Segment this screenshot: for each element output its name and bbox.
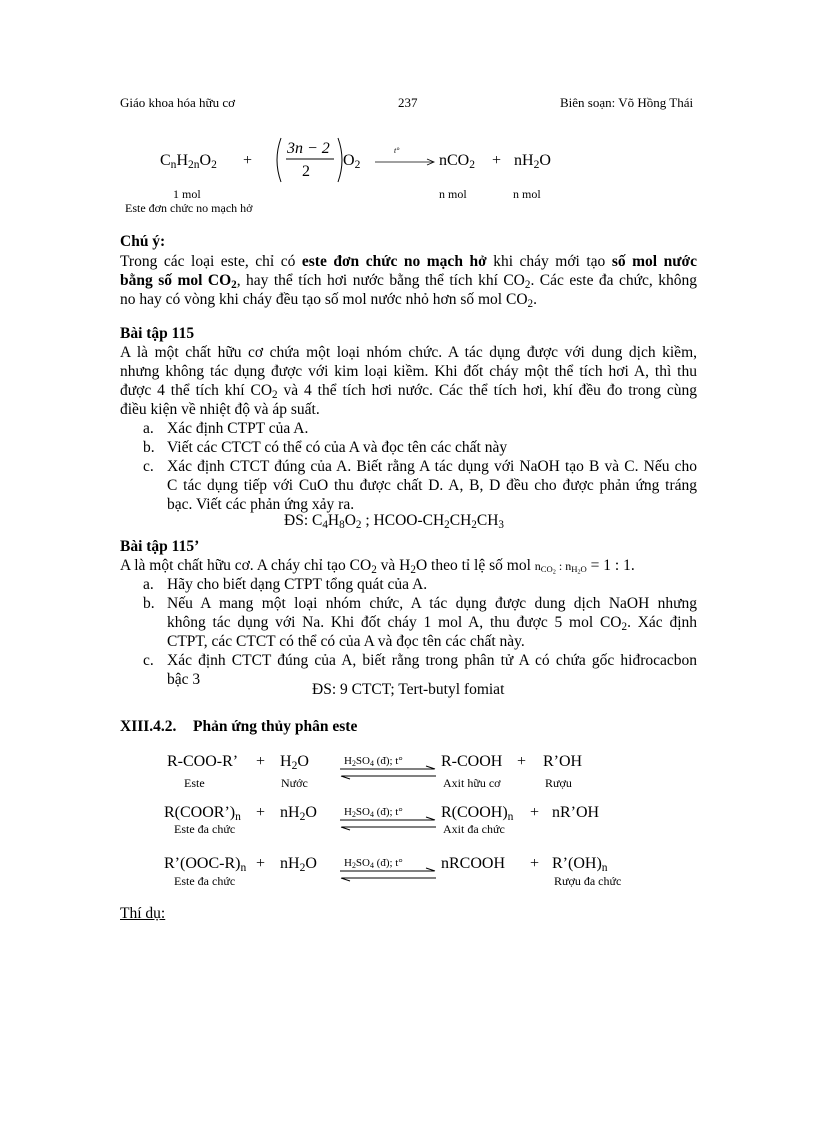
combustion-arrow (375, 157, 437, 167)
ex115-item-b (120, 438, 697, 457)
header-right: Biên soạn: Võ Hồng Thái (560, 95, 694, 110)
combustion-product-co2: nCO$_2$ (439, 152, 475, 171)
example-label: Thí dụ: (120, 905, 166, 922)
reaction-2-reactant-1: $R(COOR’)_n$ (164, 804, 241, 823)
list-marker: a. (143, 576, 154, 593)
combustion-o2: $O_2$ (343, 152, 361, 171)
page-number: 237 (398, 95, 418, 110)
list-marker: b. (143, 439, 155, 456)
reaction-3-label-4: Rượu đa chức (554, 874, 622, 888)
reaction-3-plus-1: + (256, 855, 266, 872)
reaction-1-plus-2: + (517, 753, 527, 770)
reaction-1-reactant-1: R-COO-R’ (167, 753, 239, 770)
list-item-text: Xác định CTCT đúng của A. Biết rằng A tác dụng với NaOH tạo B và C. Nếu cho (167, 458, 697, 475)
section-number: XIII.4.2. (120, 718, 177, 735)
reaction-3-plus-2: + (530, 855, 540, 872)
ex115b-title: Bài tập 115’ (120, 538, 200, 555)
list-item-text: Hãy cho biết dạng CTPT tổng quát của A. (167, 576, 428, 593)
reaction-3-label-1: Este đa chức (174, 874, 236, 888)
list-item-text: C tác dụng tiếp với CuO thu được chất D. A, B, D đều cho được phản ứng tráng (167, 477, 697, 494)
combustion-mol-2: n mol (439, 187, 467, 201)
section-title: Phản ứng thủy phân este (193, 718, 358, 735)
ex115b-line-1: A là một chất hữu cơ. A cháy chỉ tạo $CO_2$ và $H_2O$ theo tỉ lệ số mol $n_{CO_2}$ : $n_{H_2O} = 1$ : 1. (120, 557, 635, 576)
coefficient-denominator: 2 (302, 163, 310, 180)
reaction-1-label-1: Este (184, 776, 205, 790)
reaction-2-reactant-2: $nH_2O$ (280, 804, 317, 823)
ex115-line-4: điều kiện về nhiệt độ và áp suất. (120, 401, 320, 418)
list-item-text: Nếu A mang một loại nhóm chức, A tác dụng được dung dịch NaOH nhưng (167, 595, 697, 612)
reaction-1-label-4: Rượu (545, 776, 572, 790)
ex115b-paragraph (120, 556, 697, 575)
reaction-1-condition: $H_2SO_4$ (đ); t° (344, 755, 403, 768)
list-marker: a. (143, 420, 154, 437)
reaction-1-label-2: Nước (281, 776, 308, 790)
reaction-3-condition: $H_2SO_4$ (đ); t° (344, 857, 403, 870)
reaction-2-label-3: Axit đa chức (443, 822, 505, 836)
reaction-1-product-1: R-COOH (441, 753, 503, 770)
list-item-text: bạc. Viết các phản ứng xảy ra. (167, 496, 355, 513)
ex115-item-a (120, 419, 697, 438)
header-left: Giáo khoa hóa hữu cơ (120, 95, 236, 110)
combustion-note: Este đơn chức no mạch hở (125, 201, 253, 215)
list-marker: c. (143, 652, 154, 669)
ex115-title: Bài tập 115 (120, 325, 195, 342)
reaction-3-product-2: $R’(OH)_n$ (552, 855, 608, 874)
ex115-item-c (120, 457, 697, 514)
equilibrium-arrow-1 (340, 766, 436, 780)
ex115-paragraph (120, 343, 697, 419)
reaction-2-plus-1: + (256, 804, 266, 821)
reaction-2-product-2: nR’OH (552, 804, 600, 821)
note-line-2: bằng số mol $CO_2$, hay thể tích hơi nước bằng thể tích khí $CO_2$. Các este đa chức, không (120, 272, 697, 291)
list-item-text: không tác dụng với Na. Khi đốt cháy 1 mol A, thu được 5 mol $CO_2$. Xác định (167, 614, 697, 633)
reaction-1-plus-1: + (256, 753, 266, 770)
ex115b-item-a (120, 575, 697, 594)
reaction-2-condition: $H_2SO_4$ (đ); t° (344, 806, 403, 819)
ex115-answer: ĐS: $C_4H_8O_2$ ; HCOO-$CH_2CH_2CH_3$ (284, 512, 504, 531)
list-item-text: Xác định CTPT của A. (167, 420, 309, 437)
ex115-line-1: A là một chất hữu cơ chứa một loại nhóm chức. A tác dụng được với dung dịch kiềm, (120, 344, 697, 361)
ex115-line-2: nhưng không tác dụng được với kim loại kiềm. Khi đốt cháy một thể tích hơi A, thì thu (120, 363, 697, 380)
combustion-product-h2o: $nH_2O$ (514, 152, 551, 171)
ex115-list (120, 419, 697, 514)
combustion-mol-3: n mol (513, 187, 541, 201)
reaction-1-label-3: Axit hữu cơ (443, 776, 501, 790)
combustion-mol-1: 1 mol (173, 187, 201, 201)
ex115b-answer: ĐS: 9 CTCT; Tert-butyl fomiat (312, 681, 505, 698)
note-title: Chú ý: (120, 233, 166, 250)
combustion-plus-1: + (243, 152, 253, 169)
coefficient-numerator: 3n − 2 (287, 140, 330, 157)
list-item-text: bậc 3 (167, 671, 201, 688)
reaction-1-product-2: R’OH (543, 753, 583, 770)
combustion-plus-2: + (492, 152, 502, 169)
reaction-3-product-1: nRCOOH (441, 855, 506, 872)
combustion-arrow-label: t° (394, 146, 400, 155)
reaction-3-reactant-2: $nH_2O$ (280, 855, 317, 874)
note-line-3: no hay có vòng khi cháy đều tạo số mol nước nhỏ hơn số mol $CO_2$. (120, 291, 537, 310)
list-marker: b. (143, 595, 155, 612)
reaction-3-reactant-1: $R’(OOC-R)_n$ (164, 855, 247, 874)
list-item-text: Xác định CTCT đúng của A, biết rằng trong phân tử A có chứa gốc hiđrocacbon (167, 652, 697, 669)
ex115b-list (120, 575, 697, 689)
equilibrium-arrow-3 (340, 868, 436, 882)
list-item-text: Viết các CTCT có thể có của A và đọc tên các chất này (167, 439, 508, 456)
equilibrium-arrow-2 (340, 817, 436, 831)
reaction-2-product-1: $R(COOH)_n$ (441, 804, 514, 823)
note-line-1: Trong các loại este, chỉ có este đơn chức no mạch hở khi cháy mới tạo số mol nước (120, 253, 697, 270)
combustion-reactant: $C_nH_{2n}O_2$ (160, 152, 217, 171)
reaction-1-reactant-2: $H_2O$ (280, 753, 309, 772)
list-item-text: CTPT, các CTCT có thể có của A và đọc tên các chất này. (167, 633, 525, 650)
ex115b-item-b (120, 594, 697, 651)
reaction-2-plus-2: + (530, 804, 540, 821)
note-paragraph (120, 252, 697, 309)
ex115-line-3: được 4 thể tích khí $CO_2$ và 4 thể tích hơi nước. Các thể tích hơi, khí đều đo trong cùng (120, 382, 697, 401)
list-marker: c. (143, 458, 154, 475)
reaction-2-label-1: Este đa chức (174, 822, 236, 836)
